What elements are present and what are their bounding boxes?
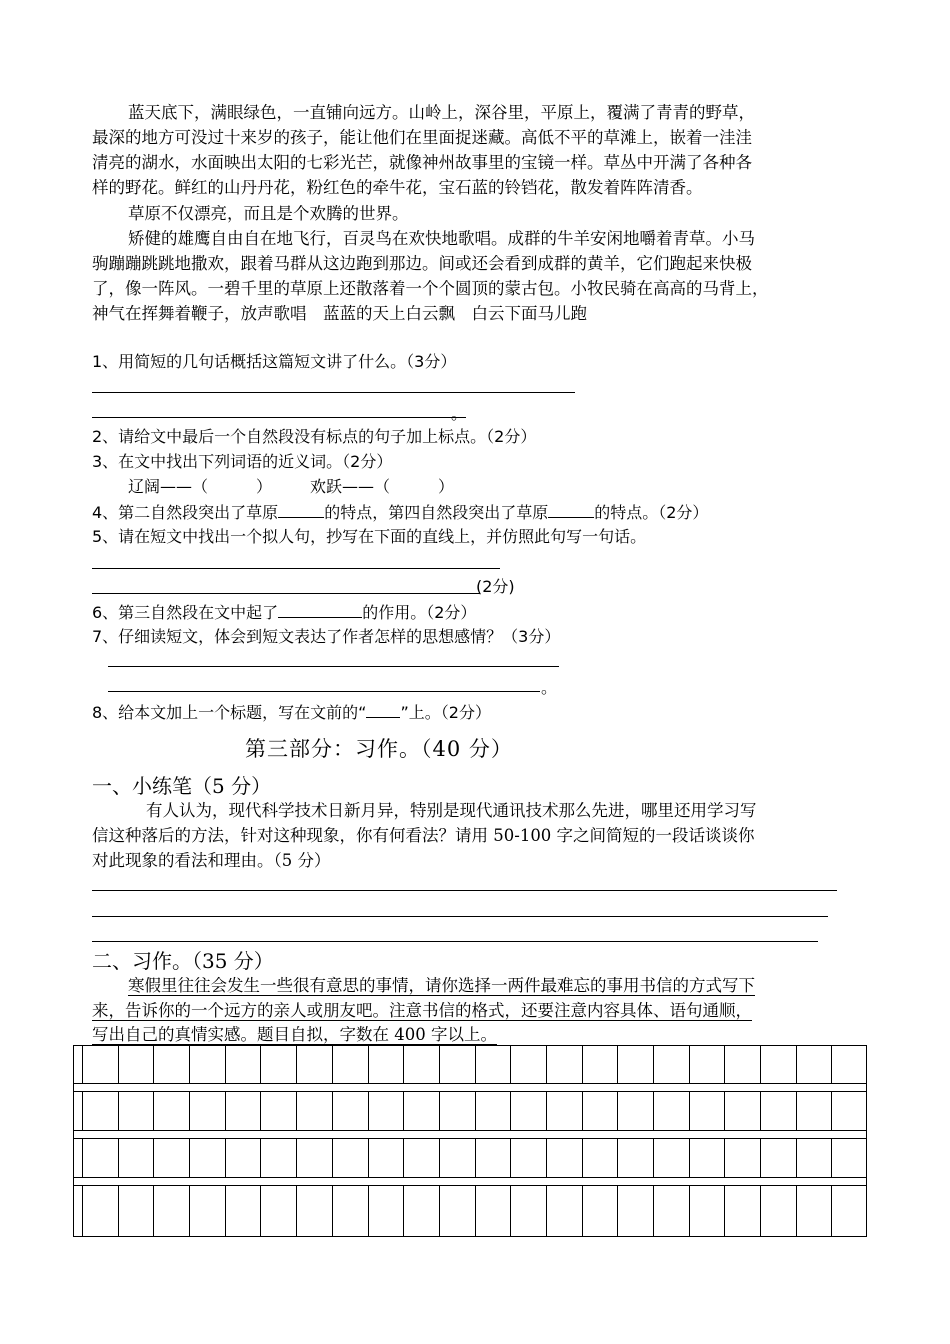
passage-p1-line1: 蓝天底下，满眼绿色，一直铺向远方。山岭上，深谷里，平原上，覆满了青青的野草， — [128, 103, 755, 122]
section2-title: 二、习作。（35 分） — [92, 949, 274, 973]
question-1: 1、用简短的几句话概括这篇短文讲了什么。（3分） — [92, 352, 457, 371]
grid-cell[interactable] — [724, 1139, 760, 1177]
grid-cell[interactable] — [439, 1045, 475, 1083]
section1-line1: 有人认为，现代科学技术日新月异，特别是现代通讯技术那么先进，哪里还用学习写 — [146, 801, 757, 820]
grid-cell[interactable] — [831, 1186, 867, 1236]
question-3-item-a: 辽阔——（ ） — [128, 477, 273, 496]
grid-cell[interactable] — [475, 1186, 511, 1236]
grid-cell[interactable] — [332, 1092, 368, 1130]
grid-cell[interactable] — [510, 1139, 546, 1177]
grid-cell[interactable] — [617, 1045, 653, 1083]
grid-gap-2 — [73, 1130, 867, 1139]
grid-cell[interactable] — [189, 1139, 225, 1177]
grid-cell[interactable] — [689, 1186, 725, 1236]
section1-title: 一、小练笔（5 分） — [92, 774, 272, 798]
grid-cell[interactable] — [475, 1092, 511, 1130]
q6-blank[interactable] — [278, 599, 362, 618]
grid-cell[interactable] — [153, 1186, 189, 1236]
grid-cell[interactable] — [760, 1186, 796, 1236]
grid-cell[interactable] — [689, 1139, 725, 1177]
grid-cell[interactable] — [653, 1092, 689, 1130]
grid-row-3[interactable] — [82, 1139, 867, 1177]
grid-cell[interactable] — [118, 1186, 154, 1236]
grid-cell[interactable] — [689, 1092, 725, 1130]
grid-cell[interactable] — [118, 1045, 154, 1083]
question-8 — [92, 699, 491, 725]
grid-cell[interactable] — [368, 1092, 404, 1130]
grid-cell[interactable] — [82, 1139, 118, 1177]
grid-cell[interactable] — [475, 1045, 511, 1083]
grid-cell[interactable] — [189, 1092, 225, 1130]
grid-left-border — [73, 1045, 74, 1237]
grid-cell[interactable] — [296, 1092, 332, 1130]
grid-cell[interactable] — [475, 1139, 511, 1177]
answer-line-q1-2[interactable] — [92, 417, 466, 418]
q8-title-blank[interactable] — [366, 699, 400, 718]
writing-line-3[interactable] — [92, 941, 818, 942]
section2-line3: 写出自己的真情实感。题目自拟，字数在 400 字以上。 — [92, 1025, 497, 1044]
question-7: 7、仔细读短文，体会到短文表达了作者怎样的思想感情？（3分） — [92, 627, 561, 646]
grid-cell[interactable] — [760, 1045, 796, 1083]
section1-line2: 信这种落后的方法，针对这种现象，你有何看法？请用 50-100 字之间简短的一段话谈谈你 — [92, 826, 755, 845]
grid-cell[interactable] — [510, 1045, 546, 1083]
grid-cell[interactable] — [118, 1092, 154, 1130]
grid-cell[interactable] — [724, 1186, 760, 1236]
grid-cell[interactable] — [582, 1092, 618, 1130]
q4-part-c: 的特点。（2分） — [594, 503, 709, 522]
grid-cell[interactable] — [439, 1139, 475, 1177]
answer-line-q5-2[interactable] — [92, 593, 480, 594]
question-6 — [92, 599, 476, 625]
grid-cell[interactable] — [546, 1139, 582, 1177]
grid-cell[interactable] — [189, 1186, 225, 1236]
grid-cell[interactable] — [760, 1092, 796, 1130]
grid-cell[interactable] — [368, 1045, 404, 1083]
section1-line3: 对此现象的看法和理由。（5 分） — [92, 851, 331, 870]
grid-cell[interactable] — [546, 1045, 582, 1083]
grid-cell[interactable] — [153, 1092, 189, 1130]
grid-cell[interactable] — [225, 1092, 261, 1130]
grid-cell[interactable] — [582, 1186, 618, 1236]
grid-cell[interactable] — [796, 1139, 832, 1177]
grid-cell[interactable] — [546, 1092, 582, 1130]
grid-cell[interactable] — [189, 1045, 225, 1083]
grid-row-1[interactable] — [82, 1045, 867, 1083]
writing-line-2[interactable] — [92, 916, 828, 917]
grid-cell[interactable] — [510, 1186, 546, 1236]
grid-cell[interactable] — [296, 1139, 332, 1177]
grid-gap-1 — [73, 1083, 867, 1092]
grid-cell[interactable] — [831, 1045, 867, 1083]
passage-p2: 草原不仅漂亮，而且是个欢腾的世界。 — [128, 204, 409, 223]
grid-gap-3 — [73, 1177, 867, 1186]
q4-part-a: 4、第二自然段突出了草原 — [92, 503, 279, 522]
q8-part-a: 8、给本文加上一个标题，写在文前的“ — [92, 703, 367, 722]
grid-cell[interactable] — [260, 1186, 296, 1236]
grid-cell[interactable] — [118, 1139, 154, 1177]
passage-p3-line3: 了，像一阵风。一碧千里的草原上还散落着一个个圆顶的蒙古包。小牧民骑在高高的马背上， — [92, 279, 769, 298]
q4-blank-2[interactable] — [548, 499, 594, 518]
grid-bottom-border — [73, 1236, 867, 1237]
grid-cell[interactable] — [225, 1186, 261, 1236]
question-2: 2、请给文中最后一个自然段没有标点的句子加上标点。（2分） — [92, 427, 537, 446]
grid-cell[interactable] — [546, 1186, 582, 1236]
q1-end-mark: 。 — [451, 404, 468, 423]
grid-cell[interactable] — [332, 1139, 368, 1177]
grid-cell[interactable] — [403, 1092, 439, 1130]
q6-part-a: 6、第三自然段在文中起了 — [92, 603, 279, 622]
grid-cell[interactable] — [439, 1092, 475, 1130]
q5-score: (2分) — [476, 577, 515, 596]
question-5: 5、请在短文中找出一个拟人句，抄写在下面的直线上，并仿照此句写一句话。 — [92, 527, 647, 546]
grid-cell[interactable] — [403, 1186, 439, 1236]
grid-cell[interactable] — [724, 1045, 760, 1083]
section2-line2: 来，告诉你的一个远方的亲人或朋友吧。注意书信的格式，还要注意内容具体、语句通顺， — [92, 1001, 752, 1020]
q7-end-mark: 。 — [541, 678, 558, 697]
grid-cell[interactable] — [653, 1139, 689, 1177]
grid-cell[interactable] — [260, 1139, 296, 1177]
grid-cell[interactable] — [82, 1092, 118, 1130]
grid-cell[interactable] — [153, 1139, 189, 1177]
grid-cell[interactable] — [689, 1045, 725, 1083]
grid-cell[interactable] — [82, 1045, 118, 1083]
passage-p1-line2: 最深的地方可没过十来岁的孩子，能让他们在里面捉迷藏。高低不平的草滩上，嵌着一洼洼 — [92, 128, 752, 147]
grid-cell[interactable] — [260, 1092, 296, 1130]
grid-cell[interactable] — [368, 1139, 404, 1177]
grid-cell[interactable] — [653, 1186, 689, 1236]
grid-row-4[interactable] — [82, 1186, 867, 1236]
answer-line-q7-2[interactable] — [108, 691, 540, 692]
passage-p3-line1: 矫健的雄鹰自由自在地飞行，百灵鸟在欢快地歌唱。成群的牛羊安闲地嚼着青草。小马 — [128, 229, 755, 248]
grid-cell[interactable] — [403, 1045, 439, 1083]
grid-cell[interactable] — [582, 1139, 618, 1177]
question-3: 3、在文中找出下列词语的近义词。（2分） — [92, 452, 393, 471]
q8-part-b: ”上。（2分） — [400, 703, 491, 722]
grid-cell[interactable] — [617, 1139, 653, 1177]
grid-cell[interactable] — [260, 1045, 296, 1083]
part3-title: 第三部分：习作。（40 分） — [245, 737, 513, 761]
grid-cell[interactable] — [796, 1045, 832, 1083]
grid-cell[interactable] — [403, 1139, 439, 1177]
passage-p1-line3: 清亮的湖水，水面映出太阳的七彩光芒，就像神州故事里的宝镜一样。草丛中开满了各种各 — [92, 153, 752, 172]
question-3-item-b: 欢跃——（ ） — [310, 477, 455, 496]
grid-cell[interactable] — [760, 1139, 796, 1177]
grid-cell[interactable] — [831, 1092, 867, 1130]
answer-line-q5-1[interactable] — [92, 568, 500, 569]
grid-row-2[interactable] — [82, 1092, 867, 1130]
grid-cell[interactable] — [296, 1045, 332, 1083]
answer-line-q7-1[interactable] — [108, 666, 559, 667]
q6-part-b: 的作用。（2分） — [362, 603, 477, 622]
grid-cell[interactable] — [617, 1092, 653, 1130]
passage-p3-line4: 神气在挥舞着鞭子，放声歌唱 蓝蓝的天上白云飘 白云下面马儿跑 — [92, 304, 587, 323]
grid-cell[interactable] — [296, 1186, 332, 1236]
q4-blank-1[interactable] — [278, 499, 324, 518]
grid-cell[interactable] — [225, 1045, 261, 1083]
writing-line-1[interactable] — [92, 890, 837, 891]
grid-cell[interactable] — [510, 1092, 546, 1130]
passage-p3-line2: 驹蹦蹦跳跳地撒欢，跟着马群从这边跑到那边。间或还会看到成群的黄羊，它们跑起来快极 — [92, 254, 752, 273]
grid-cell[interactable] — [617, 1186, 653, 1236]
grid-cell[interactable] — [153, 1045, 189, 1083]
grid-cell[interactable] — [724, 1092, 760, 1130]
grid-cell[interactable] — [831, 1139, 867, 1177]
grid-cell[interactable] — [82, 1186, 118, 1236]
passage-p1-line4: 样的野花。鲜红的山丹丹花，粉红色的牵牛花，宝石蓝的铃铛花，散发着阵阵清香。 — [92, 178, 703, 197]
grid-cell[interactable] — [332, 1186, 368, 1236]
section2-line1: 寒假里往往会发生一些很有意思的事情，请你选择一两件最难忘的事用书信的方式写下 — [128, 976, 755, 995]
grid-cell[interactable] — [332, 1045, 368, 1083]
grid-cell[interactable] — [439, 1186, 475, 1236]
answer-line-q1-1[interactable] — [92, 392, 575, 393]
grid-cell[interactable] — [796, 1092, 832, 1130]
grid-cell[interactable] — [796, 1186, 832, 1236]
grid-cell[interactable] — [582, 1045, 618, 1083]
q4-part-b: 的特点，第四自然段突出了草原 — [324, 503, 549, 522]
grid-cell[interactable] — [653, 1045, 689, 1083]
grid-cell[interactable] — [368, 1186, 404, 1236]
question-4 — [92, 499, 708, 525]
grid-cell[interactable] — [225, 1139, 261, 1177]
